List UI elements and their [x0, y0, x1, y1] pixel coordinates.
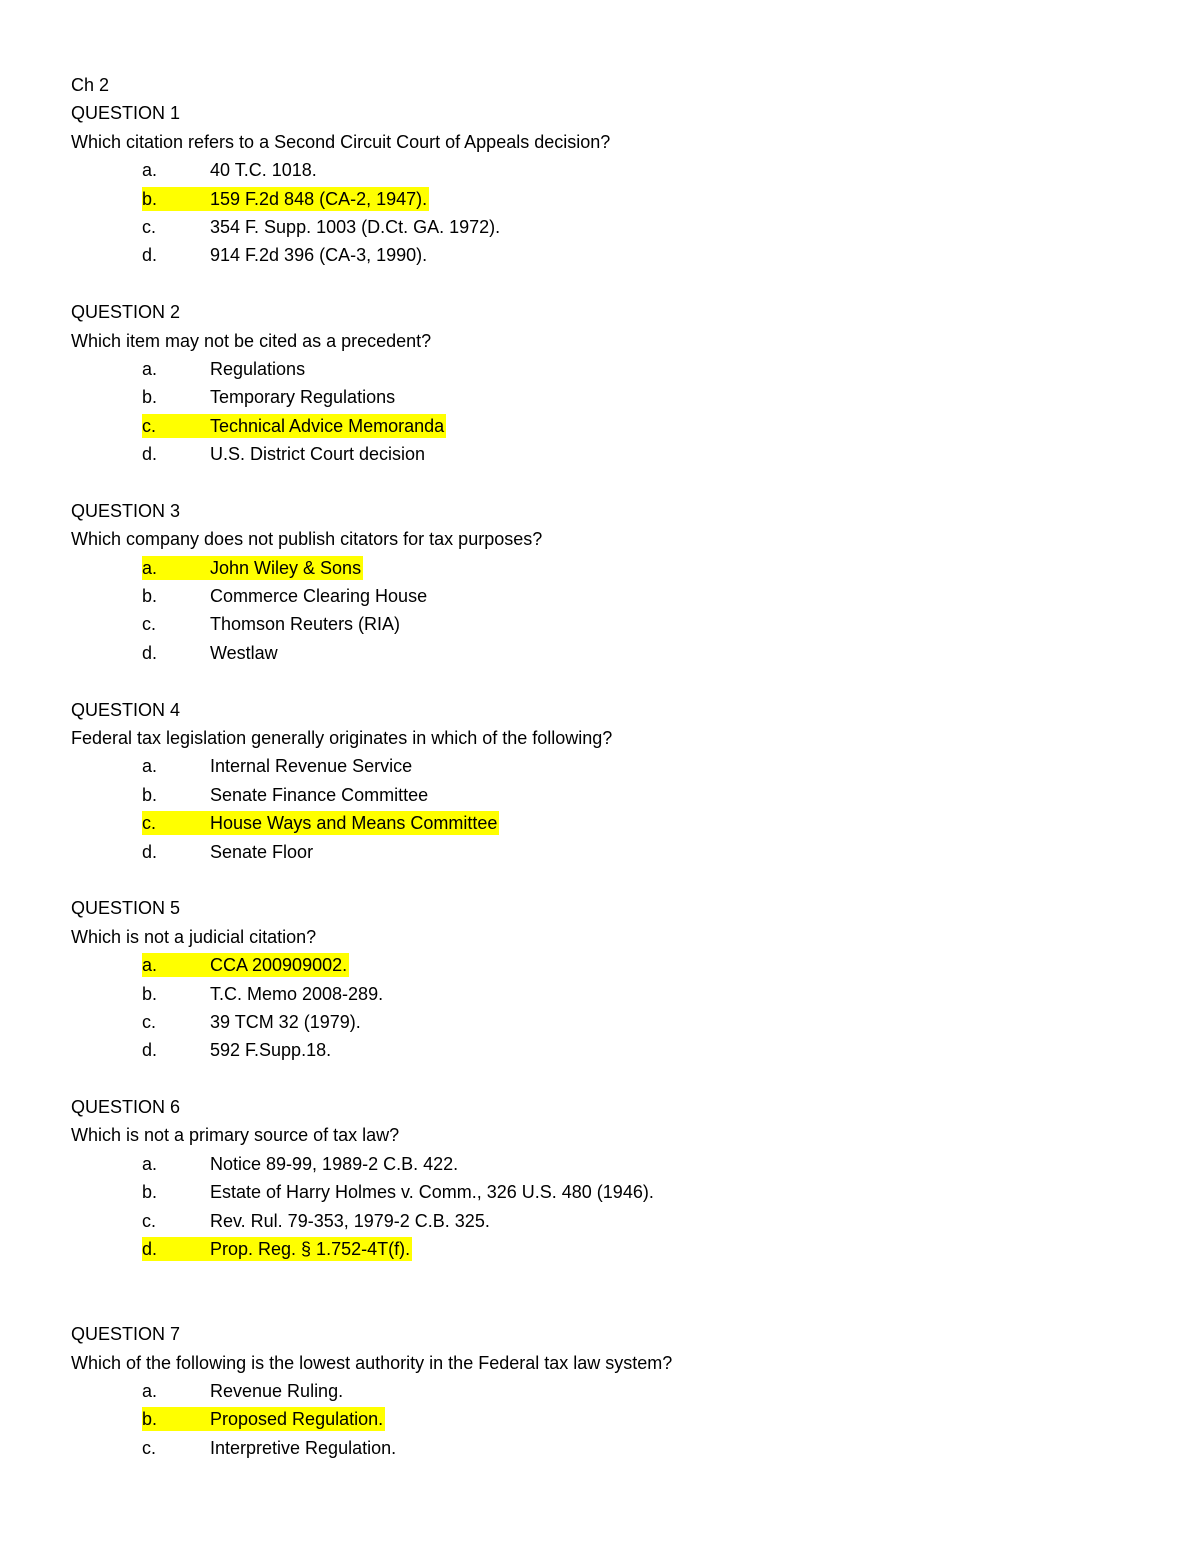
- option-text: Senate Finance Committee: [210, 784, 429, 805]
- question-block: [71, 1093, 1131, 1263]
- answer-highlight: [142, 1010, 363, 1034]
- option-text: Rev. Rul. 79-353, 1979-2 C.B. 325.: [210, 1210, 490, 1231]
- option-text: Proposed Regulation.: [210, 1409, 384, 1430]
- question-label: QUESTION 4: [71, 699, 181, 720]
- option-letter: d.: [142, 1040, 158, 1061]
- answer-option: [71, 1008, 1131, 1036]
- answer-highlight: [142, 187, 429, 211]
- option-letter: c.: [142, 1011, 157, 1032]
- option-text: Technical Advice Memoranda: [210, 415, 445, 436]
- answer-option: [71, 185, 1131, 213]
- option-text: Regulations: [210, 358, 306, 379]
- option-text: U.S. District Court decision: [210, 444, 426, 465]
- answer-option: [71, 639, 1131, 667]
- question-block: [71, 497, 1131, 667]
- answer-option: [71, 213, 1131, 241]
- option-text: House Ways and Means Committee: [210, 813, 498, 834]
- answer-option: [71, 610, 1131, 638]
- option-text: John Wiley & Sons: [210, 557, 362, 578]
- answer-option: [71, 1178, 1131, 1206]
- answer-highlight: [142, 357, 307, 381]
- answer-highlight: [142, 612, 402, 636]
- option-text: Thomson Reuters (RIA): [210, 614, 401, 635]
- option-text: Notice 89-99, 1989-2 C.B. 422.: [210, 1153, 459, 1174]
- answer-highlight: [142, 385, 397, 409]
- option-letter: c.: [142, 813, 157, 834]
- option-letter: b.: [142, 387, 158, 408]
- answer-option: [71, 1235, 1131, 1263]
- answer-highlight: [142, 1407, 385, 1431]
- answer-highlight: [142, 1180, 656, 1204]
- answer-option: [71, 582, 1131, 610]
- answer-option: [71, 1377, 1131, 1405]
- answer-option: [71, 951, 1131, 979]
- option-letter: c.: [142, 614, 157, 635]
- option-text: 159 F.2d 848 (CA-2, 1947).: [210, 188, 428, 209]
- question-block: [71, 894, 1131, 1064]
- question-block: [71, 99, 1131, 269]
- option-text: Revenue Ruling.: [210, 1380, 344, 1401]
- option-letter: a.: [142, 1380, 158, 1401]
- answer-highlight: [142, 556, 363, 580]
- answer-highlight: [142, 1038, 333, 1062]
- option-letter: b.: [142, 1409, 158, 1430]
- option-letter: c.: [142, 415, 157, 436]
- option-letter: a.: [142, 756, 158, 777]
- answer-highlight: [142, 243, 429, 267]
- question-label: QUESTION 7: [71, 1324, 181, 1345]
- answer-highlight: [142, 953, 349, 977]
- option-text: 39 TCM 32 (1979).: [210, 1011, 361, 1032]
- question-label: QUESTION 5: [71, 898, 181, 919]
- option-letter: b.: [142, 983, 158, 1004]
- option-text: Senate Floor: [210, 841, 314, 862]
- answer-highlight: [142, 158, 319, 182]
- document-page: [71, 71, 1131, 1491]
- question-block: [71, 696, 1131, 866]
- answer-option: [71, 156, 1131, 184]
- answer-option: [71, 1036, 1131, 1064]
- answer-option: [71, 1207, 1131, 1235]
- option-letter: a.: [142, 1153, 158, 1174]
- question-block: [71, 298, 1131, 468]
- option-letter: d.: [142, 1239, 158, 1260]
- option-text: Temporary Regulations: [210, 387, 396, 408]
- option-text: Prop. Reg. § 1.752-4T(f).: [210, 1239, 411, 1260]
- answer-option: [71, 1434, 1131, 1462]
- question-text: Which citation refers to a Second Circuit Court of Appeals decision?: [71, 131, 611, 152]
- option-text: CCA 200909002.: [210, 955, 348, 976]
- answer-highlight: [142, 1436, 398, 1460]
- question-text: Which is not a primary source of tax law?: [71, 1125, 400, 1146]
- answer-highlight: [142, 754, 414, 778]
- option-letter: c.: [142, 1437, 157, 1458]
- answer-highlight: [142, 840, 315, 864]
- answer-highlight: [142, 811, 499, 835]
- question-block: [71, 1320, 1131, 1462]
- answer-option: [71, 241, 1131, 269]
- option-letter: b.: [142, 784, 158, 805]
- answer-option: [71, 838, 1131, 866]
- answer-highlight: [142, 1209, 492, 1233]
- answer-option: [71, 440, 1131, 468]
- option-text: Commerce Clearing House: [210, 586, 428, 607]
- answer-highlight: [142, 1237, 412, 1261]
- question-label: QUESTION 3: [71, 500, 181, 521]
- answer-option: [71, 554, 1131, 582]
- option-text: 592 F.Supp.18.: [210, 1040, 332, 1061]
- answer-highlight: [142, 982, 385, 1006]
- option-text: Internal Revenue Service: [210, 756, 413, 777]
- answer-option: [71, 412, 1131, 440]
- answer-option: [71, 980, 1131, 1008]
- option-text: 40 T.C. 1018.: [210, 160, 317, 181]
- question-label: QUESTION 2: [71, 302, 181, 323]
- answer-option: [71, 809, 1131, 837]
- option-letter: b.: [142, 1182, 158, 1203]
- option-letter: c.: [142, 216, 157, 237]
- question-text: Which company does not publish citators for tax purposes?: [71, 529, 543, 550]
- answer-highlight: [142, 215, 502, 239]
- answer-highlight: [142, 641, 280, 665]
- option-letter: a.: [142, 160, 158, 181]
- answer-highlight: [142, 584, 429, 608]
- answer-option: [71, 355, 1131, 383]
- option-letter: d.: [142, 642, 158, 663]
- question-text: Which item may not be cited as a precedent?: [71, 330, 432, 351]
- option-text: Interpretive Regulation.: [210, 1437, 397, 1458]
- option-letter: a.: [142, 955, 158, 976]
- answer-option: [71, 752, 1131, 780]
- answer-option: [71, 1150, 1131, 1178]
- chapter-heading: Ch 2: [71, 75, 110, 95]
- option-letter: c.: [142, 1210, 157, 1231]
- option-text: T.C. Memo 2008-289.: [210, 983, 384, 1004]
- answer-highlight: [142, 1379, 345, 1403]
- option-letter: d.: [142, 841, 158, 862]
- option-letter: d.: [142, 245, 158, 266]
- question-text: Which is not a judicial citation?: [71, 926, 317, 947]
- question-label: QUESTION 6: [71, 1097, 181, 1118]
- option-letter: b.: [142, 188, 158, 209]
- option-text: 354 F. Supp. 1003 (D.Ct. GA. 1972).: [210, 216, 501, 237]
- question-text: Federal tax legislation generally originates in which of the following?: [71, 727, 613, 748]
- option-letter: d.: [142, 444, 158, 465]
- question-label: QUESTION 1: [71, 103, 181, 124]
- answer-highlight: [142, 1152, 460, 1176]
- option-text: 914 F.2d 396 (CA-3, 1990).: [210, 245, 428, 266]
- answer-highlight: [142, 442, 427, 466]
- option-text: Estate of Harry Holmes v. Comm., 326 U.S. 480 (1946).: [210, 1182, 654, 1203]
- option-letter: b.: [142, 586, 158, 607]
- answer-option: [71, 1405, 1131, 1433]
- answer-highlight: [142, 414, 446, 438]
- question-text: Which of the following is the lowest authority in the Federal tax law system?: [71, 1352, 673, 1373]
- answer-option: [71, 781, 1131, 809]
- option-letter: a.: [142, 557, 158, 578]
- option-letter: a.: [142, 358, 158, 379]
- answer-option: [71, 383, 1131, 411]
- option-text: Westlaw: [210, 642, 278, 663]
- answer-highlight: [142, 783, 430, 807]
